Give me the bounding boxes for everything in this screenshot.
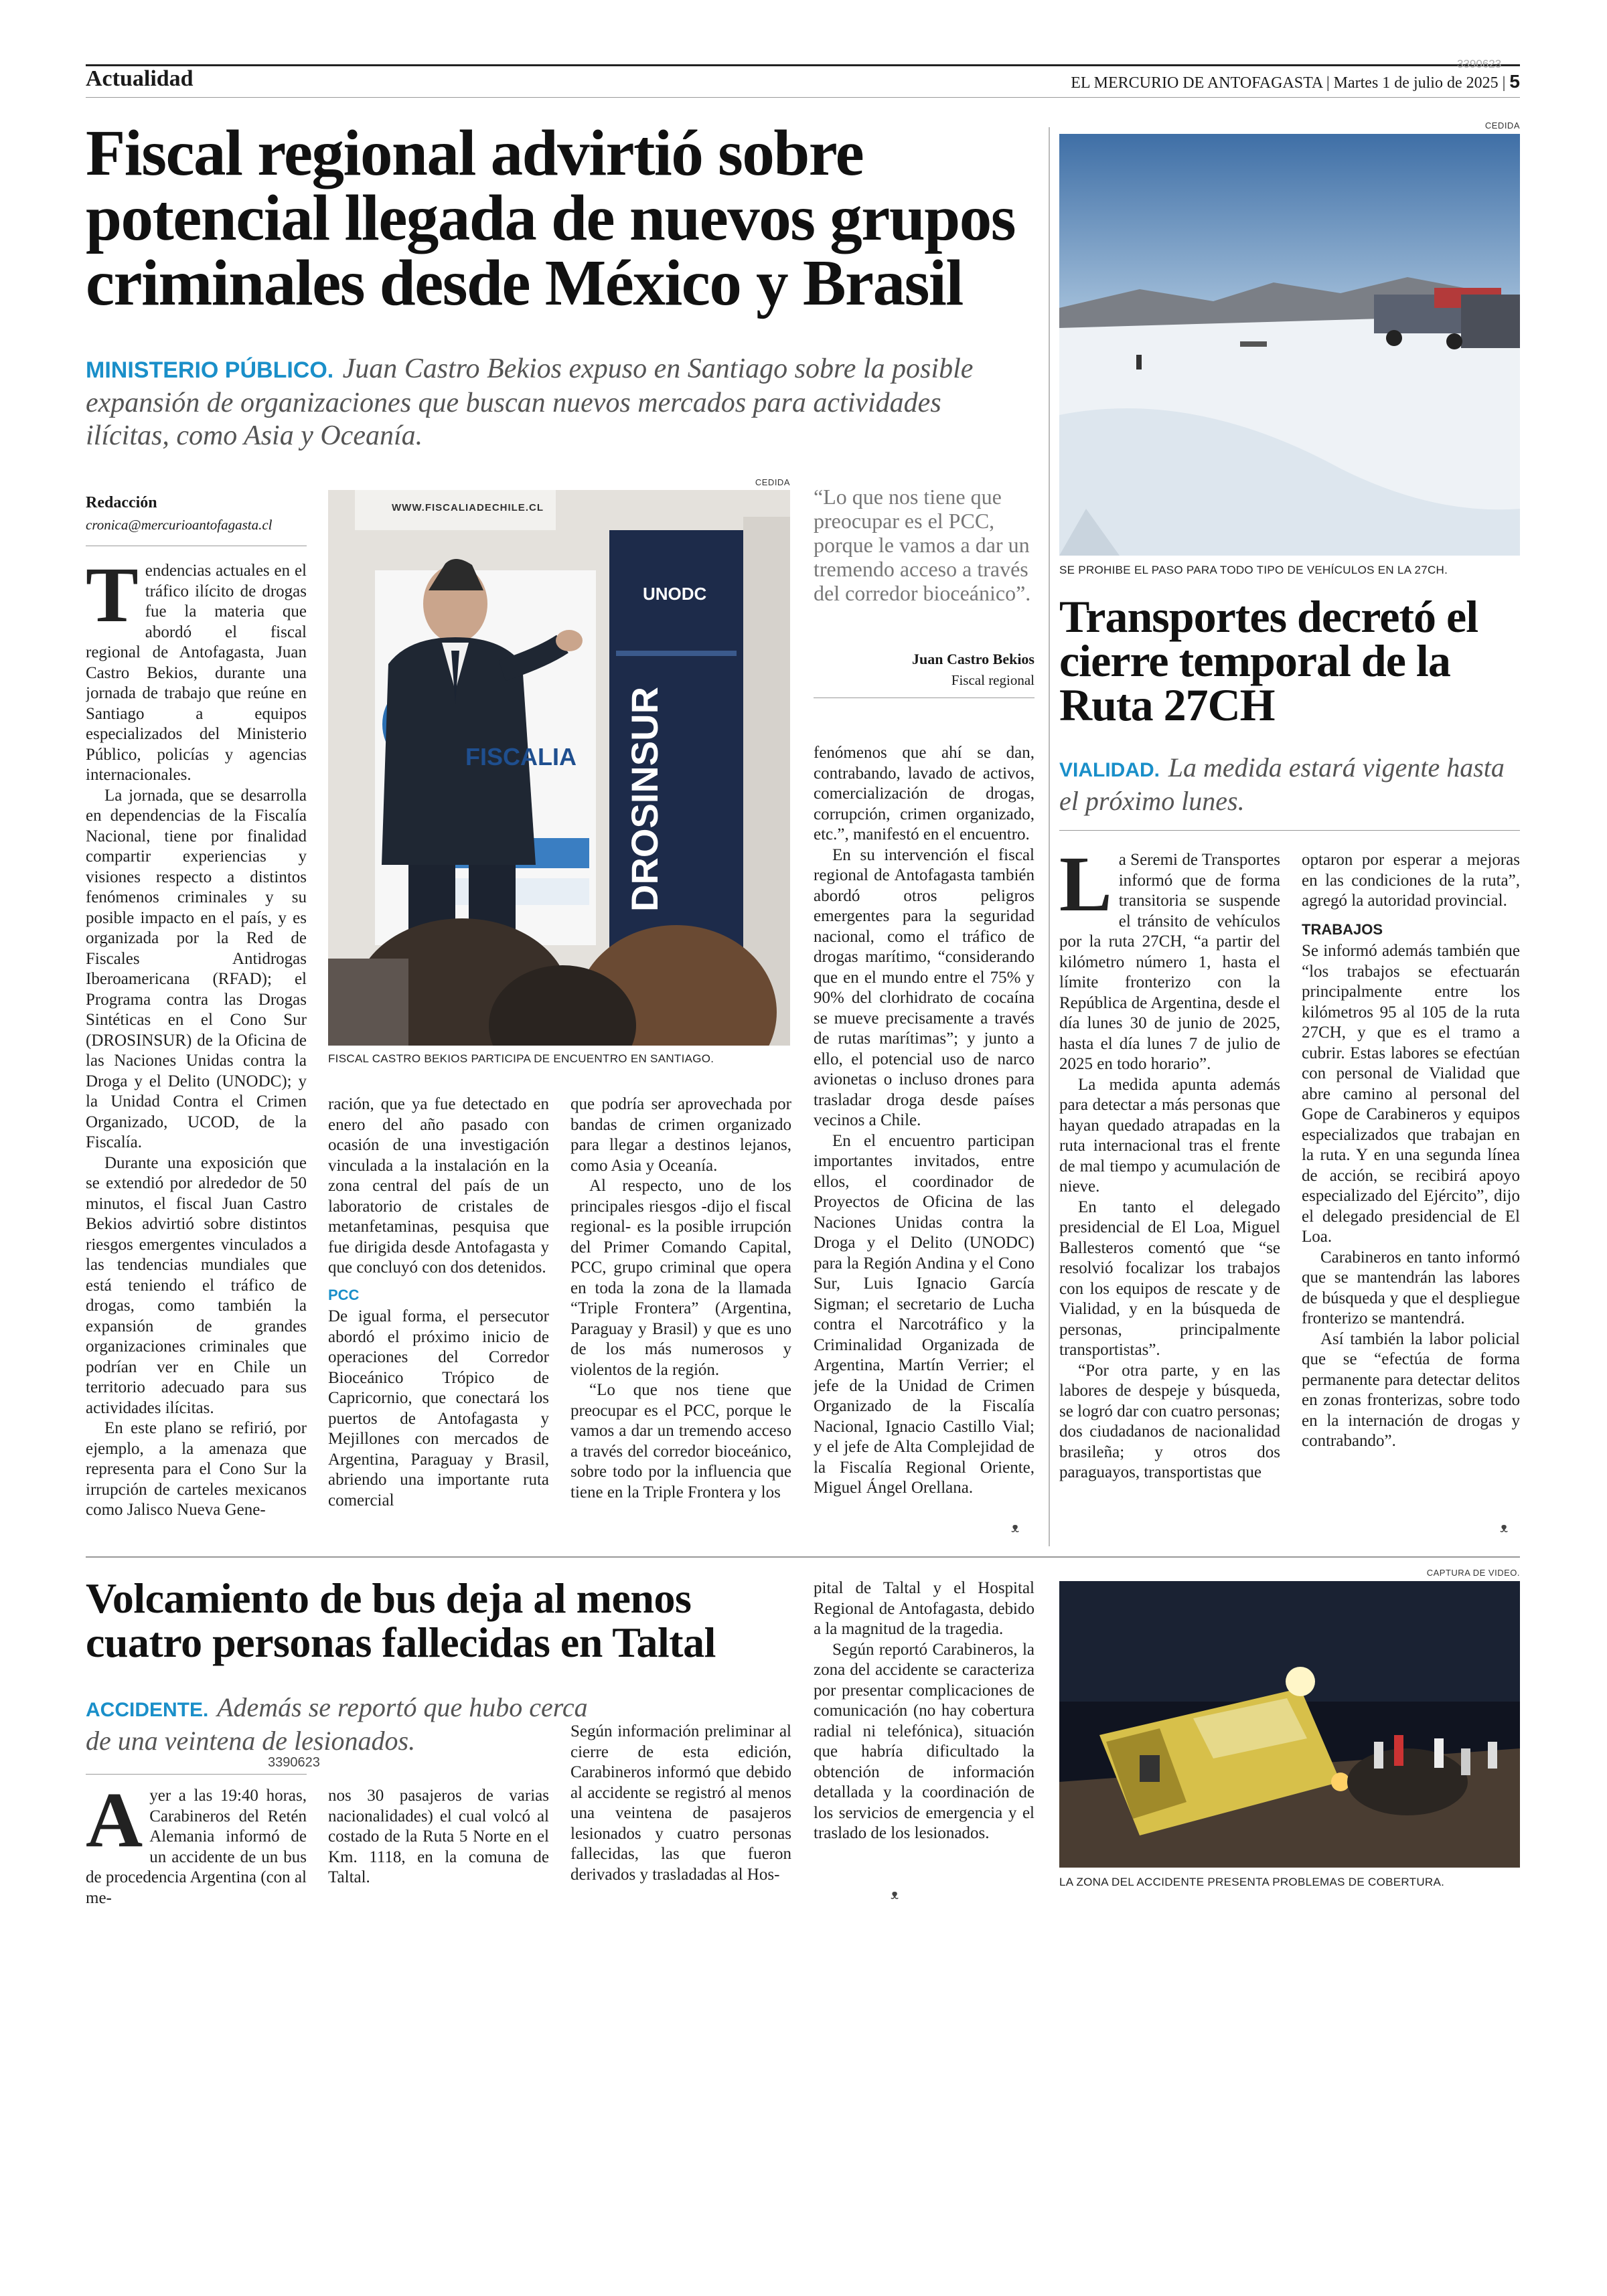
bus-photo bbox=[1059, 1581, 1520, 1868]
bus-dropcap: A bbox=[86, 1786, 143, 1864]
bus-headline: Volcamiento de bus deja al menos cuatro personas fallecidas en Taltal bbox=[86, 1574, 716, 1666]
main-col1-p1: endencias actuales en el tráfico ilícito de drogas fue la materia que abordó el fiscal regional de Antofagasta, Juan Castro Bekios, durante una jornada de trabajo que reúne en Santiago a equipos especializados del Ministerio Público, policías y agencias internacionales. bbox=[86, 562, 307, 784]
main-deck: Juan Castro Bekios expuso en Santiago sobre la posible expansión de organizaciones que buscan nuevos mercados para actividades ilícitas, como Asia y Oceanía. bbox=[86, 353, 974, 451]
byline-name: Redacción bbox=[86, 494, 157, 511]
main-col3-p3: “Lo que nos tiene que preocupar es el PCC, porque le vamos a dar un tremendo acceso a través del corredor bioceánico, sobre todo por la influencia que tiene en la Triple Frontera y los bbox=[570, 1381, 791, 1501]
road-col1-p4: “Por otra parte, y en las labores de despeje y búsqueda, se logró dar con cuatro personas; dos ciudadanos de nacionalidad brasileña; y otros dos paraguayos, transportistas que bbox=[1059, 1361, 1280, 1481]
road-headline: Transportes decretó el cierre temporal de la Ruta 27CH bbox=[1059, 591, 1478, 730]
photo-banner-url: WWW.FISCALIADECHILE.CL bbox=[392, 502, 544, 513]
issue-date: Martes 1 de julio de 2025 bbox=[1333, 74, 1499, 92]
road-photo-credit: CEDIDA bbox=[1484, 120, 1520, 131]
quote-attribution-role: Fiscal regional bbox=[951, 672, 1035, 688]
road-col2-p3: Carabineros en tanto informó que se mantendrán las labores de búsqueda y que el despliegue fronterizo se mantendrá. bbox=[1302, 1248, 1520, 1327]
road-deck: La medida estará vigente hasta el próximo lunes. bbox=[1059, 752, 1505, 816]
bus-col2-p1: nos 30 pasajeros de varias nacionalidades) el cual volcó al costado de la Ruta 5 Norte en el Km. 1118, en la comuna de Taltal. bbox=[328, 1787, 549, 1886]
main-end-mark: ᴥ bbox=[1011, 1520, 1020, 1536]
bus-column-3 bbox=[570, 1722, 791, 1909]
main-headline: Fiscal regional advirtió sobre potencial llegada de nuevos grupos criminales desde México y Brasil bbox=[86, 117, 1015, 319]
bus-deck: Además se reportó que hubo cerca de una veintena de lesionados. bbox=[86, 1692, 588, 1756]
road-photo-illustration bbox=[1059, 134, 1520, 556]
main-photo bbox=[328, 490, 790, 1046]
main-photo-caption: FISCAL CASTRO BEKIOS PARTICIPA DE ENCUENTRO EN SANTIAGO. bbox=[328, 1052, 714, 1065]
main-column-4 bbox=[814, 743, 1035, 1546]
bus-deck-block bbox=[86, 1692, 608, 1756]
road-dropcap: L bbox=[1059, 850, 1112, 928]
bus-column-1 bbox=[86, 1786, 307, 1920]
road-col2-p4: Así también la labor policial que se “efectúa de forma permanente para detectar delitos en zonas fronterizas, sobre todo en la internación de drogas y contrabando”. bbox=[1302, 1329, 1520, 1450]
main-col1-p2: La jornada, que se desarrolla en dependencias de la Fiscalía Nacional, tiene por finalidad compartir experiencias y visiones respecto a distintos fenómenos criminales y su posible impacto en el país, y es organizada por la Red de Fiscales Antidrogas Iberoamericana (RFAD); el Programa contra las Drogas Sintéticas en el Cono Sur (DROSINSUR) de la Oficina de las Naciones Unidas contra la Droga y el Delito (UNODC); y la Unidad Contra el Crimen Organizado, UCOD, de la Fiscalía. bbox=[86, 786, 307, 1151]
photo-fiscalia-label: FISCALIA bbox=[465, 743, 577, 770]
road-col2-subhead: TRABAJOS bbox=[1302, 920, 1383, 938]
main-col4-p2: En su intervención el fiscal regional de Antofagasta también abordó otros peligros emergentes para la seguridad nacional, como el tráfico de drogas marítimo, “considerando que en el mundo entre el 75% y 90% del clorhidrato de cocaína se mueve precisamente a través de rutas marítimas”; y junto a ello, el potencial uso de narco avionetas o incluso drones para trasladar droga desde países vecinos a Chile. bbox=[814, 845, 1035, 1129]
main-kicker: MINISTERIO PÚBLICO. bbox=[86, 357, 334, 383]
road-end-mark: ᴥ bbox=[1500, 1520, 1509, 1536]
publication-name: EL MERCURIO DE ANTOFAGASTA bbox=[1071, 74, 1322, 92]
main-dropcap: T bbox=[86, 561, 139, 639]
road-col2-p1: optaron por esperar a mejoras en las condiciones de la ruta”, agregó la autoridad provincial. bbox=[1302, 851, 1520, 910]
photo-drosinsur-label: DROSINSUR bbox=[623, 686, 666, 912]
bus-col3-p1: Según información preliminar al cierre de esta edición, Carabineros informó que debido al accidente se registró al menos una veintena de pasajeros lesionados y cuatro personas fallecidas, las que fueron derivados y trasladadas al Hos- bbox=[570, 1722, 791, 1884]
bus-column-4 bbox=[814, 1578, 1035, 1906]
road-col1-p2: La medida apunta además para detectar a más personas que hayan quedado atrapadas en la ruta internacional tras el frente de mal tiempo y acumulación de nieve. bbox=[1059, 1075, 1280, 1196]
bus-kicker: ACCIDENTE. bbox=[86, 1699, 209, 1721]
main-column-3 bbox=[570, 1094, 791, 1542]
main-col2-subhead: PCC bbox=[328, 1286, 360, 1303]
photo-unodc-label: UNODC bbox=[643, 584, 707, 604]
main-col2-p1: ración, que ya fue detectado en enero del año pasado con ocasión de una investigación vinculada a la instalación en la zona central del país de un laboratorio de cristales de metanfetaminas, pesquisa que fue dirigida desde Antofagasta y que concluyó con dos detenidos. bbox=[328, 1095, 549, 1277]
bus-col1-p1: yer a las 19:40 horas, Carabineros del Retén Alemania informó de un accidente de un bus de procedencia Argentina (con al me- bbox=[86, 1787, 307, 1907]
bus-photo-credit: CAPTURA DE VIDEO. bbox=[1426, 1568, 1520, 1578]
main-col3-p1: que podría ser aprovechada por bandas de crimen organizado para llegar a destinos lejanos, como Asia y Oceanía. bbox=[570, 1095, 791, 1175]
main-deck-block bbox=[86, 352, 1023, 452]
byline-email[interactable]: cronica@mercurioantofagasta.cl bbox=[86, 517, 273, 533]
page-number: 5 bbox=[1509, 71, 1520, 92]
road-deck-block bbox=[1059, 752, 1520, 817]
road-photo bbox=[1059, 134, 1520, 556]
bus-photo-caption: LA ZONA DEL ACCIDENTE PRESENTA PROBLEMAS DE COBERTURA. bbox=[1059, 1876, 1445, 1888]
main-column-2 bbox=[328, 1094, 549, 1542]
bus-col4-p2: Según reportó Carabineros, la zona del accidente se caracteriza por presentar complicaciones de comunicación (no hay cobertura radial ni telefónica), situación que habría dificultado la obtención de información detallada y la coordinación de los servicios de emergencia y el traslado de los lesionados. bbox=[814, 1640, 1035, 1842]
header-code: 3390623 bbox=[1457, 58, 1502, 70]
road-column-1 bbox=[1059, 850, 1280, 1546]
main-col4-p3: En el encuentro participan importantes invitados, entre ellos, el coordinador de Proyectos de Oficina de las Naciones Unidas contra la Droga y el Delito (UNODC) para la Región Andina y el Cono Sur, Luis Ignacio García Sigman; el secretario de Lucha contra el Narcotráfico y la Criminalidad Organizada de Argentina, Martín Verrier; el jefe de la Unidad de Crimen Organizado de la Fiscalía Nacional, Ignacio Castillo Vial; y el jefe de Alta Complejidad de la Fiscalía Regional Oriente, Miguel Ángel Orellana. bbox=[814, 1131, 1035, 1497]
page-header: EL MERCURIO DE ANTOFAGASTA | Martes 1 de julio de 2025 | 5 bbox=[1071, 71, 1520, 92]
bus-end-mark: ᴥ bbox=[891, 1886, 899, 1902]
quote-attribution-name: Juan Castro Bekios bbox=[912, 651, 1035, 667]
bus-photo-illustration bbox=[1059, 1581, 1520, 1868]
main-column-1 bbox=[86, 561, 307, 1542]
main-col1-p3: Durante una exposición que se extendió por alrededor de 50 minutos, el fiscal Juan Castro Bekios advirtió sobre distintos riesgos emergentes vinculados a las tendencias mundiales que está teniendo el tráfico de drogas, como también la expansión de grandes organizaciones criminales que podrían ver en Chile un territorio adecuado para sus actividades ilícitas. bbox=[86, 1153, 307, 1417]
bus-column-2 bbox=[328, 1786, 549, 1920]
main-col3-p2: Al respecto, uno de los principales riesgos -dijo el fiscal regional- es la posible irrupción del Primer Comando Capital, PCC, grupo criminal que opera en toda la zona de la llamada “Triple Frontera” (Argentina, Paraguay y Brasil) y que es uno de los más numerosos y violentos de la región. bbox=[570, 1177, 791, 1379]
main-col1-p4: En este plano se refirió, por ejemplo, a la amenaza que representa para el Cono Sur la irrupción de carteles mexicanos como Jalisco Nueva Gene- bbox=[86, 1419, 307, 1519]
pull-quote: “Lo que nos tiene que preocupar es el PCC, porque le vamos a dar un tremendo acceso a través del corredor bioceánico”. bbox=[814, 485, 1031, 605]
main-col2-p2: De igual forma, el persecutor abordó el próximo inicio de operaciones del Corredor Bioceánico Trópico de Capricornio, que conectará los puertos de Antofagasta y Mejillones con mercados de Argentina, Paraguay y Brasil, abriendo una importante ruta comercial bbox=[328, 1307, 549, 1509]
road-col2-p2: Se informó además también que “los trabajos se efectuarán principalmente entre los kilómetros 95 al 105 de la ruta 27CH, y que es el tramo a cubrir. Estas labores se efectúan con personal de Vialidad que abre camino al personal del Gope de Carabineros y equipos especializados que trabajan en la ruta. Y en una segunda línea de acción, se recibirá apoyo especializado del Ejército”, dijo el delegado presidencial de El Loa. bbox=[1302, 942, 1520, 1246]
main-photo-credit: CEDIDA bbox=[755, 477, 790, 487]
bus-col4-p1: pital de Taltal y el Hospital Regional de Antofagasta, debido a la magnitud de la tragedia. bbox=[814, 1579, 1035, 1638]
road-photo-caption: SE PROHIBE EL PASO PARA TODO TIPO DE VEHÍCULOS EN LA 27CH. bbox=[1059, 564, 1448, 576]
main-col4-p1: fenómenos que ahí se dan, contrabando, lavado de activos, comercialización de drogas, corrupción, crimen organizado, etc.”, manifestó en el encuentro. bbox=[814, 744, 1035, 843]
road-col1-p1: a Seremi de Transportes informó que de forma transitoria se suspende el tránsito de vehículos por la ruta 27CH, “a partir del kilómetro número 1, hasta el límite fronterizo con la República de Argentina, desde el día lunes 30 de junio de 2025, hasta el día lunes 7 de julio de 2025 en todo horario”. bbox=[1059, 851, 1280, 1073]
road-kicker: VIALIDAD. bbox=[1059, 759, 1160, 781]
road-column-2 bbox=[1302, 850, 1520, 1546]
road-col1-p3: En tanto el delegado presidencial de El Loa, Miguel Ballesteros comentó que “se resolvió focalizar los trabajos con los equipos de rescate y de Vialidad, y en la búsqueda de personas, principalmente transportistas”. bbox=[1059, 1198, 1280, 1359]
bus-code: 3390623 bbox=[268, 1755, 320, 1770]
section-label: Actualidad bbox=[86, 66, 194, 91]
